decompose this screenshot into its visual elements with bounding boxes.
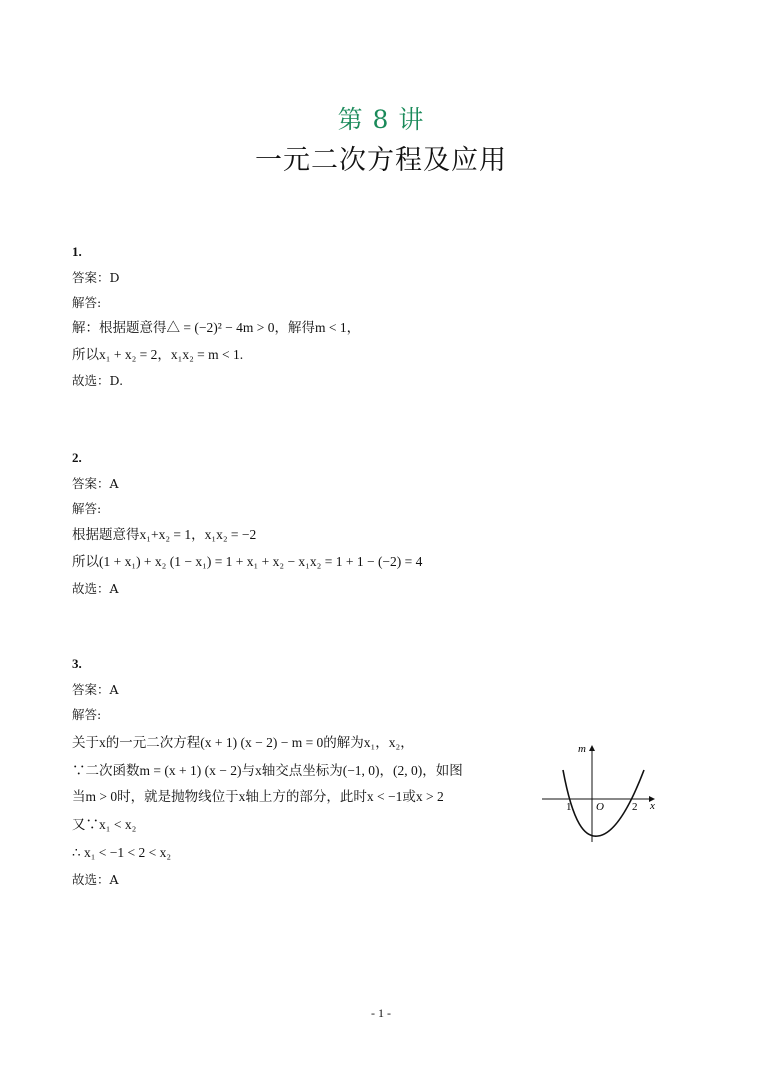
question-number: 3. bbox=[72, 656, 82, 671]
parabola-graph bbox=[538, 742, 662, 844]
left-root-label: 1 bbox=[566, 801, 572, 813]
solution-line: 根据题意得x₁+x₂ = 1，x₁x₂ = −2 bbox=[72, 527, 257, 542]
solution-line: 解：根据题意得△ = (−2)² − 4m > 0，解得m < 1， bbox=[72, 320, 361, 335]
solution-line: 所以(1 + x₁) + x₂ (1 − x₁) = 1 + x₁ + x₂ − x₁x₂ = 1 + 1 − (−2) = 4 bbox=[72, 554, 423, 569]
question-number: 1. bbox=[72, 244, 82, 259]
choice-line: 故选：A bbox=[72, 872, 119, 887]
solution-line: 当m > 0时，就是抛物线位于x轴上方的部分，此时x < −1或x > 2 bbox=[72, 789, 444, 804]
solution-line: 所以x₁ + x₂ = 2，x₁x₂ = m < 1. bbox=[72, 347, 244, 362]
answer-line: 答案：A bbox=[72, 682, 119, 697]
solution-line: ∴ x₁ < −1 < 2 < x₂ bbox=[72, 845, 172, 860]
answer-line: 答案：A bbox=[72, 476, 119, 491]
solution-label: 解答: bbox=[72, 501, 102, 516]
right-root-label: 2 bbox=[632, 801, 638, 813]
page-title: 一元二次方程及应用 bbox=[255, 145, 507, 176]
solution-label: 解答: bbox=[72, 295, 102, 310]
choice-line: 故选：A bbox=[72, 581, 119, 596]
x-axis-label: x bbox=[650, 800, 655, 812]
page-number: - 1 - bbox=[371, 1006, 391, 1020]
y-axis-label: m bbox=[578, 743, 586, 755]
solution-label: 解答: bbox=[72, 707, 102, 722]
choice-line: 故选：D. bbox=[72, 373, 124, 388]
origin-label: O bbox=[596, 801, 604, 813]
answer-line: 答案：D bbox=[72, 270, 120, 285]
lesson-number: 第 8 讲 bbox=[337, 105, 425, 134]
solution-line: 又∵x₁ < x₂ bbox=[72, 817, 137, 832]
question-number: 2. bbox=[72, 450, 82, 465]
solution-line: 关于x的一元二次方程(x + 1) (x − 2) − m = 0的解为x₁，x₂， bbox=[72, 735, 414, 750]
solution-line: ∵二次函数m = (x + 1) (x − 2)与x轴交点坐标为(−1, 0)，(2, 0)，如图 bbox=[72, 763, 463, 778]
